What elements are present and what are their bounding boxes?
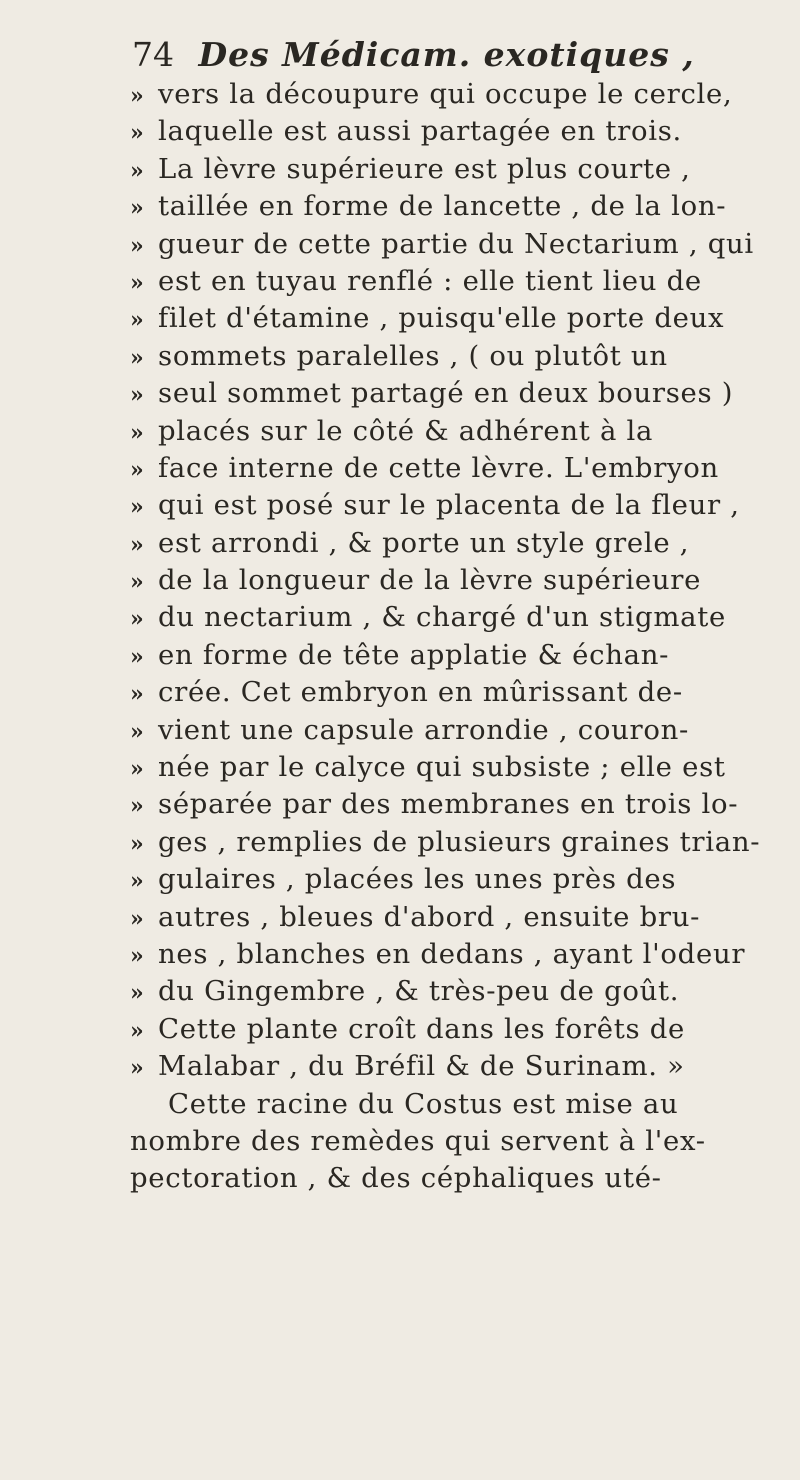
quotation-mark: » [130, 643, 144, 670]
quotation-mark: » [130, 905, 144, 932]
quotation-mark: » [130, 269, 144, 296]
line-text: ges , remplies de plusieurs graines trian- [158, 825, 761, 858]
text-line [130, 300, 770, 337]
line-text: laquelle est aussi partagée en trois. [158, 115, 682, 148]
quotation-mark: » [130, 307, 144, 334]
text-line [130, 1123, 770, 1160]
quotation-mark: » [130, 980, 144, 1007]
text-line [130, 637, 770, 674]
line-text: gulaires , placées les unes près des [158, 863, 677, 896]
text-line [130, 525, 770, 562]
text-line [130, 824, 770, 861]
quotation-mark: » [130, 606, 144, 633]
quotation-mark: » [130, 120, 144, 147]
line-text: seul sommet partagé en deux bourses ) [158, 377, 734, 410]
quotation-mark: » [130, 344, 144, 371]
quotation-mark: » [130, 681, 144, 708]
page-number: 74 [132, 35, 174, 74]
line-text: qui est posé sur le placenta de la fleur , [158, 489, 740, 522]
line-text: taillée en forme de lancette , de la lon- [158, 190, 727, 223]
line-text: crée. Cet embryon en mûrissant de- [158, 676, 683, 709]
quotation-mark: » [130, 456, 144, 483]
text-line [130, 749, 770, 786]
line-text: nombre des remèdes qui servent à l'ex- [130, 1124, 706, 1157]
quotation-mark: » [130, 83, 144, 109]
line-text: nes , blanches en dedans , ayant l'odeur [158, 937, 746, 970]
text-line [130, 562, 770, 599]
quotation-mark: » [130, 569, 144, 596]
text-line [130, 76, 770, 113]
quotation-mark: » [130, 195, 144, 222]
text-line [130, 674, 770, 711]
running-title: Des Médicam. exotiques , [198, 35, 695, 74]
line-text: en forme de tête applatie & échan- [158, 638, 670, 671]
text-line [130, 599, 770, 636]
text-line [130, 188, 770, 225]
quotation-mark: » [130, 1017, 144, 1044]
line-text: du Gingembre , & très-peu de goût. [158, 975, 680, 1008]
quotation-mark: » [130, 382, 144, 409]
quotation-mark: » [130, 232, 144, 259]
quotation-mark: » [130, 830, 144, 857]
quotation-mark: » [130, 419, 144, 446]
text-line [130, 226, 770, 263]
line-text: Cette plante croît dans les forêts de [158, 1012, 686, 1045]
text-line [130, 450, 770, 487]
line-text: filet d'étamine , puisqu'elle porte deux [158, 302, 725, 335]
line-text: du nectarium , & chargé d'un stigmate [158, 601, 726, 634]
text-line [130, 375, 770, 412]
text-line [130, 973, 770, 1010]
quotation-mark: » [130, 756, 144, 783]
line-text: autres , bleues d'abord , ensuite bru- [158, 900, 701, 933]
quotation-mark: » [130, 868, 144, 895]
text-line [130, 1011, 770, 1048]
text-line [130, 712, 770, 749]
quotation-mark: » [130, 1055, 144, 1082]
text-line [130, 338, 770, 375]
line-text: séparée par des membranes en trois lo- [158, 788, 739, 821]
line-text: sommets paralelles , ( ou plutôt un [158, 339, 668, 372]
text-line [130, 487, 770, 524]
line-text: née par le calyce qui subsiste ; elle est [158, 751, 726, 784]
quotation-mark: » [130, 494, 144, 521]
quotation-mark: » [130, 531, 144, 558]
text-line [130, 151, 770, 188]
line-text: face interne de cette lèvre. L'embryon [158, 451, 719, 484]
text-line [130, 1160, 770, 1197]
line-text: est arrondi , & porte un style grele , [158, 526, 690, 559]
text-line [130, 263, 770, 300]
line-text: placés sur le côté & adhérent à la [158, 414, 654, 447]
page-header [132, 30, 772, 80]
line-text: vers la découpure qui occupe le cercle, [158, 78, 733, 110]
text-line [130, 1048, 770, 1085]
line-text: de la longueur de la lèvre supérieure [158, 564, 702, 597]
quotation-mark: » [130, 718, 144, 745]
text-line [130, 1086, 770, 1123]
body-text [130, 76, 770, 1198]
line-text: est en tuyau renflé : elle tient lieu de [158, 264, 702, 297]
text-line [130, 113, 770, 150]
text-line [130, 899, 770, 936]
quotation-mark: » [130, 157, 144, 184]
quotation-mark: » [130, 942, 144, 969]
text-line [130, 936, 770, 973]
text-line [130, 413, 770, 450]
line-text: La lèvre supérieure est plus courte , [158, 152, 691, 185]
quotation-mark: » [130, 793, 144, 820]
line-text: vient une capsule arrondie , couron- [158, 713, 690, 746]
line-text: Cette racine du Costus est mise au [168, 1087, 679, 1120]
line-text: gueur de cette partie du Nectarium , qui [158, 227, 754, 260]
text-line [130, 786, 770, 823]
line-text: pectoration , & des céphaliques uté- [130, 1162, 662, 1195]
text-line [130, 861, 770, 898]
line-text: Malabar , du Bréfil & de Surinam. » [158, 1050, 685, 1083]
